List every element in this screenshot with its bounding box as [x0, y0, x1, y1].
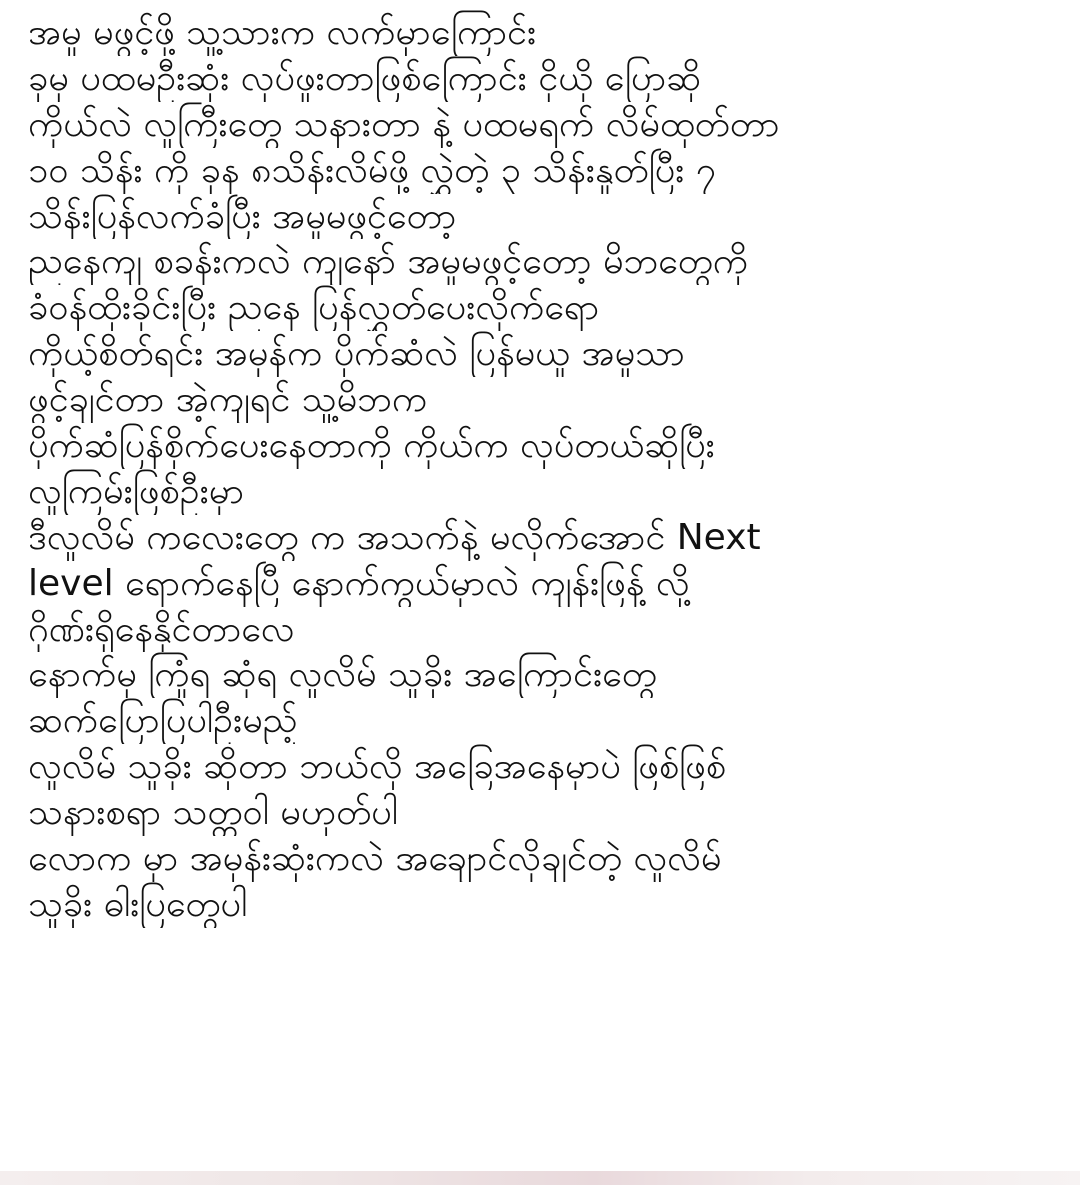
text-line: ဒီလူလိမ် ကလေးတွေ က အသက်နဲ့ မလိုက်အောင် Next	[28, 516, 761, 558]
text-line: ကိုယ်လဲ လူကြီးတွေ သနားတာ နဲ့ ပထမရက် လိမ်ထုတ်တာ	[28, 103, 780, 145]
text-line: သူခိုး ဓါးပြတွေပါ	[28, 883, 248, 925]
text-line: ညနေကျ စခန်းကလဲ ကျနော် အမှုမဖွင့်တော့ မိဘတွေကို	[28, 241, 748, 283]
text-line: ခံဝန်ထိုးခိုင်းပြီး ညနေ ပြန်လွှတ်ပေးလိုက်ရော	[28, 287, 600, 329]
text-line: လောက မှာ အမုန်းဆုံးကလဲ အချောင်လိုချင်တဲ့ လူလိမ်	[28, 838, 722, 880]
text-line: သနားစရာ သတ္တဝါ မဟုတ်ပါ	[28, 792, 398, 834]
text-line: level ရောက်နေပြီ နောက်ကွယ်မှာလဲ ကျန်းဖြန့် လို့	[28, 562, 690, 604]
text-line: လူလိမ် သူခိုး ဆိုတာ ဘယ်လို အခြေအနေမှာပဲ ဖြစ်ဖြစ်	[28, 746, 726, 788]
text-line: ၁၀ သိန်း ကို ခုန ၈သိန်းလိမ်ဖို့ လွှဲတဲ့ ၃ သိန်းနှုတ်ပြီး ၇	[28, 149, 717, 191]
text-line: လူကြမ်းဖြစ်ဦးမှာ	[28, 470, 245, 512]
text-line: သိန်းပြန်လက်ခံပြီး အမှုမဖွင့်တော့	[28, 195, 457, 237]
text-line: ဖွင့်ချင်တာ အဲ့ကျရင် သူ့မိဘက	[28, 379, 428, 421]
text-line: ဆက်ပြောပြပါဦးမည့်	[28, 700, 298, 742]
text-line: အမှု မဖွင့်ဖို့ သူ့သားက လက်မှာကြောင်း	[28, 12, 537, 53]
post-text-body	[28, 10, 1058, 928]
text-line: ပိုက်ဆံပြန်စိုက်ပေးနေတာကို ကိုယ်က လုပ်တယ်ဆိုပြီး	[28, 425, 715, 467]
text-line: ခုမှ ပထမဦးဆုံး လုပ်ဖူးတာဖြစ်ကြောင်း ငိုယို ပြောဆို	[28, 57, 702, 99]
text-line: ကိုယ့်စိတ်ရင်း အမုန်က ပိုက်ဆံလဲ ပြန်မယူ အမှုသာ	[28, 333, 685, 375]
text-line: နောက်မှ ကြုံရ ဆုံရ လူလိမ် သူခိုး အကြောင်းတွေ	[28, 654, 657, 696]
bottom-image-edge	[0, 1171, 1080, 1185]
text-line: ဂိုဏ်းရှိနေနိုင်တာလေ	[28, 608, 295, 650]
